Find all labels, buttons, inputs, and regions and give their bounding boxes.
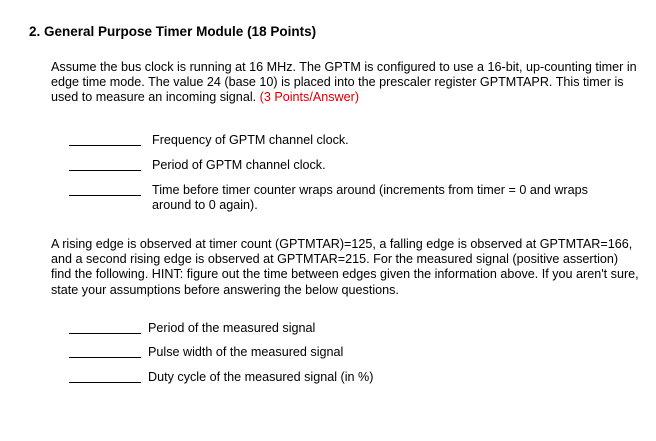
- question-text: Pulse width of the measured signal: [148, 345, 344, 359]
- points-note: (3 Points/Answer): [259, 90, 360, 105]
- answer-blank[interactable]: [69, 170, 141, 171]
- section-heading: 2. General Purpose Timer Module (18 Points): [29, 24, 317, 39]
- question-text: Duty cycle of the measured signal (in %): [148, 370, 374, 384]
- question-text: Time before timer counter wraps around (increments from timer = 0 and wraps around to 0 again).: [152, 183, 588, 213]
- answer-blank[interactable]: [69, 382, 141, 383]
- answer-blank[interactable]: [69, 145, 141, 146]
- answer-blank[interactable]: [69, 333, 141, 334]
- question-text: Period of the measured signal: [148, 321, 316, 335]
- question-text: Period of GPTM channel clock.: [152, 158, 326, 172]
- answer-blank[interactable]: [69, 195, 141, 196]
- problem-measurement-paragraph: A rising edge is observed at timer count (GPTMTAR)=125, a falling edge is observed at GPTMTAR=166, and a second rising edge is observed at GPTMTAR=215. For the measured signal (positive assertion) find the following. HINT: figure out the time between edges given the information above. If you aren't sure, state your assumptions before answering the below questions.: [51, 237, 639, 297]
- intro-text: Assume the bus clock is running at 16 MHz. The GPTM is configured to use a 16-bit, up-counting timer in edge time mode. The value 24 (base 10) is placed into the prescaler register GPTMTAPR. This timer is used to measure an incoming signal.: [51, 60, 637, 105]
- question-text: Frequency of GPTM channel clock.: [152, 133, 349, 147]
- answer-blank[interactable]: [69, 357, 141, 358]
- problem-intro-paragraph: [51, 60, 641, 106]
